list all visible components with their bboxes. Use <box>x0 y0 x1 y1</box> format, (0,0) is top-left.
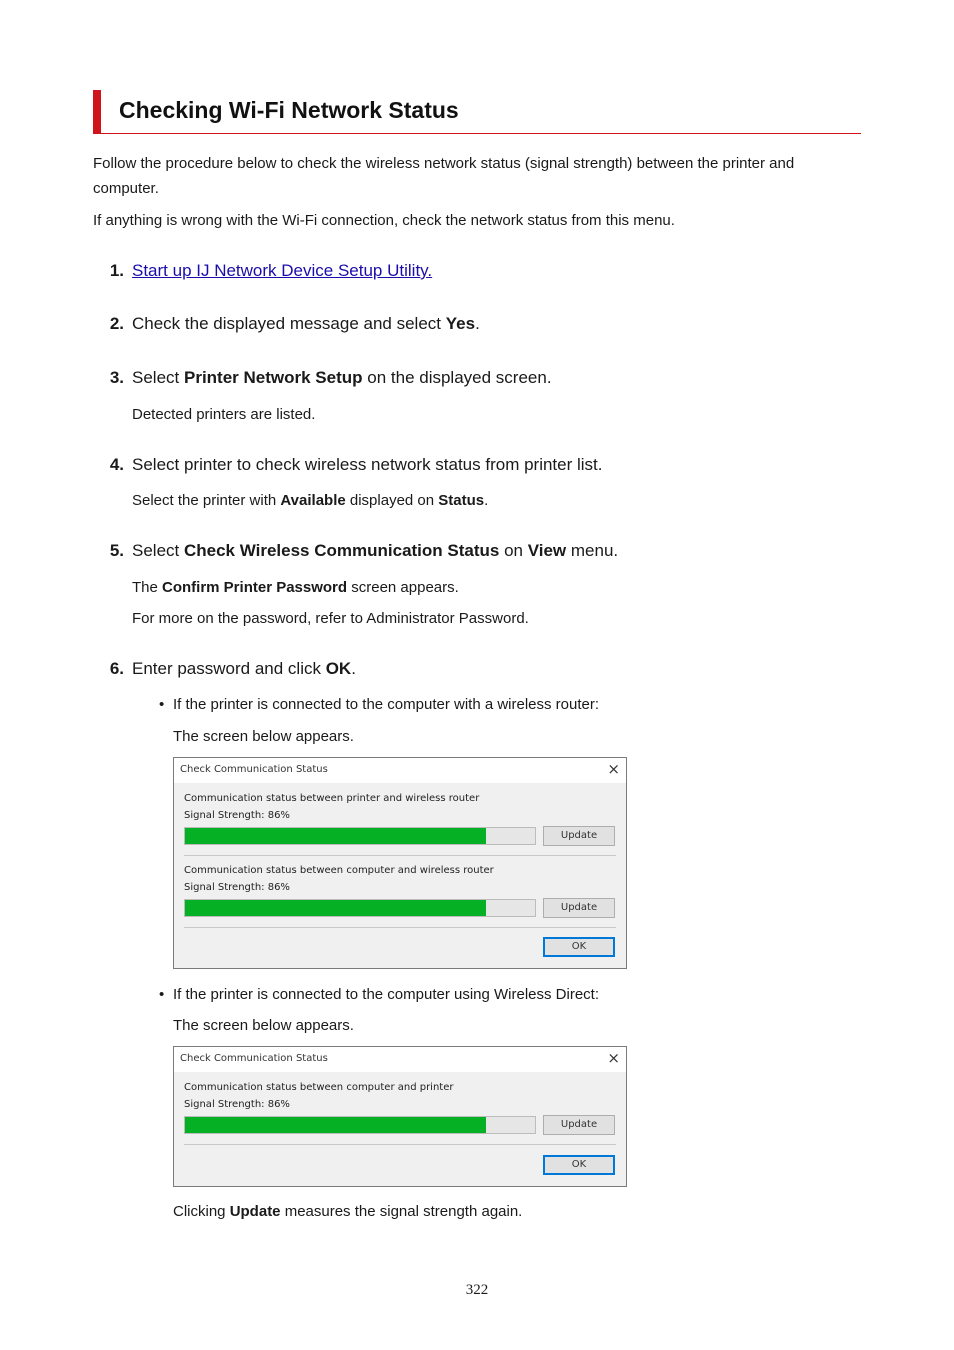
step-5-note-2: For more on the password, refer to Administrator Password. <box>132 610 529 627</box>
step-4: Select printer to check wireless network status from printer list. <box>132 455 603 474</box>
step-2 <box>132 314 480 334</box>
note-text: screen appears. <box>347 579 459 596</box>
bullet-2-note: The screen below appears. <box>173 1017 354 1034</box>
step-text: on <box>499 541 528 560</box>
note-bold-term: Update <box>229 1203 281 1220</box>
divider <box>184 927 616 928</box>
step-bold-term: Printer Network Setup <box>183 368 363 387</box>
note-text: displayed on <box>345 492 439 509</box>
heading-accent-bar <box>93 90 101 134</box>
update-button[interactable]: Update <box>543 826 615 846</box>
update-button[interactable]: Update <box>543 898 615 918</box>
step-number: 3. <box>109 368 124 387</box>
step-3 <box>132 368 552 388</box>
step-text: Enter password and click <box>132 659 326 678</box>
divider <box>184 855 616 856</box>
page-title: Checking Wi-Fi Network Status <box>119 97 459 123</box>
step-5-note-1 <box>132 579 459 596</box>
step-number: 1. <box>109 261 124 280</box>
section-label: Communication status between computer and wireless router <box>184 865 494 876</box>
note-text: The <box>132 579 163 596</box>
bullet-2-text: If the printer is connected to the computer using Wireless Direct: <box>173 986 600 1003</box>
signal-strength-fill <box>185 1117 486 1133</box>
note-text: measures the signal strength again. <box>280 1203 523 1220</box>
signal-strength-fill <box>185 828 486 844</box>
step-4-note <box>132 492 488 509</box>
signal-strength-bar <box>184 899 536 917</box>
step-text: . <box>475 314 480 333</box>
step-text: Check the displayed message and select <box>132 314 446 333</box>
update-note <box>173 1203 522 1220</box>
step-text: Select <box>132 368 184 387</box>
signal-strength-label: Signal Strength: 86% <box>184 1099 290 1110</box>
step-number: 4. <box>109 455 124 474</box>
bullet-marker: • <box>159 696 165 713</box>
section-label: Communication status between printer and wireless router <box>184 793 480 804</box>
bullet-marker: • <box>159 986 165 1003</box>
signal-strength-bar <box>184 827 536 845</box>
section-label: Communication status between computer and printer <box>184 1082 454 1093</box>
signal-strength-label: Signal Strength: 86% <box>184 810 290 821</box>
step-bold-term: View <box>527 541 567 560</box>
bullet-1-text: If the printer is connected to the computer with a wireless router: <box>173 696 600 713</box>
ok-button[interactable]: OK <box>543 1155 615 1175</box>
heading-underline <box>93 133 861 134</box>
divider <box>184 1144 616 1145</box>
signal-strength-label: Signal Strength: 86% <box>184 882 290 893</box>
note-bold-term: Available <box>280 492 346 509</box>
close-icon[interactable]: × <box>607 1049 620 1067</box>
step-text: Select <box>132 541 184 560</box>
step-bold-term: Yes <box>445 314 476 333</box>
step-number: 5. <box>109 541 124 560</box>
note-bold-term: Status <box>438 492 485 509</box>
intro-paragraph-1 <box>93 151 794 201</box>
dialog-title-bar <box>174 1047 626 1072</box>
step-text: . <box>351 659 356 678</box>
step-number: 6. <box>109 659 124 678</box>
note-text: . <box>484 492 489 509</box>
intro-line-2: computer. <box>93 180 159 197</box>
check-communication-dialog-router <box>173 757 627 969</box>
note-text: Clicking <box>173 1203 230 1220</box>
step-number: 2. <box>109 314 124 333</box>
setup-utility-link[interactable]: Start up IJ Network Device Setup Utility. <box>132 261 433 280</box>
step-5 <box>132 541 618 561</box>
note-text: Select the printer with <box>132 492 281 509</box>
step-text: menu. <box>566 541 619 560</box>
note-bold-term: Confirm Printer Password <box>162 579 348 596</box>
intro-line-1: Follow the procedure below to check the wireless network status (signal strength) between the printer and <box>93 155 795 172</box>
step-bold-term: Check Wireless Communication Status <box>183 541 500 560</box>
signal-strength-bar <box>184 1116 536 1134</box>
step-1 <box>132 261 432 281</box>
step-bold-term: OK <box>325 659 352 678</box>
step-text: on the displayed screen. <box>362 368 552 387</box>
page-number: 322 <box>465 1282 489 1298</box>
update-button[interactable]: Update <box>543 1115 615 1135</box>
ok-button[interactable]: OK <box>543 937 615 957</box>
dialog-title-bar <box>174 758 626 783</box>
close-icon[interactable]: × <box>607 760 620 778</box>
signal-strength-fill <box>185 900 486 916</box>
dialog-title: Check Communication Status <box>180 764 328 775</box>
bullet-1-note: The screen below appears. <box>173 728 354 745</box>
check-communication-dialog-direct <box>173 1046 627 1187</box>
dialog-title: Check Communication Status <box>180 1053 328 1064</box>
intro-paragraph-2: If anything is wrong with the Wi-Fi connection, check the network status from this menu. <box>93 212 675 229</box>
step-6 <box>132 659 356 679</box>
step-3-note: Detected printers are listed. <box>132 406 316 423</box>
